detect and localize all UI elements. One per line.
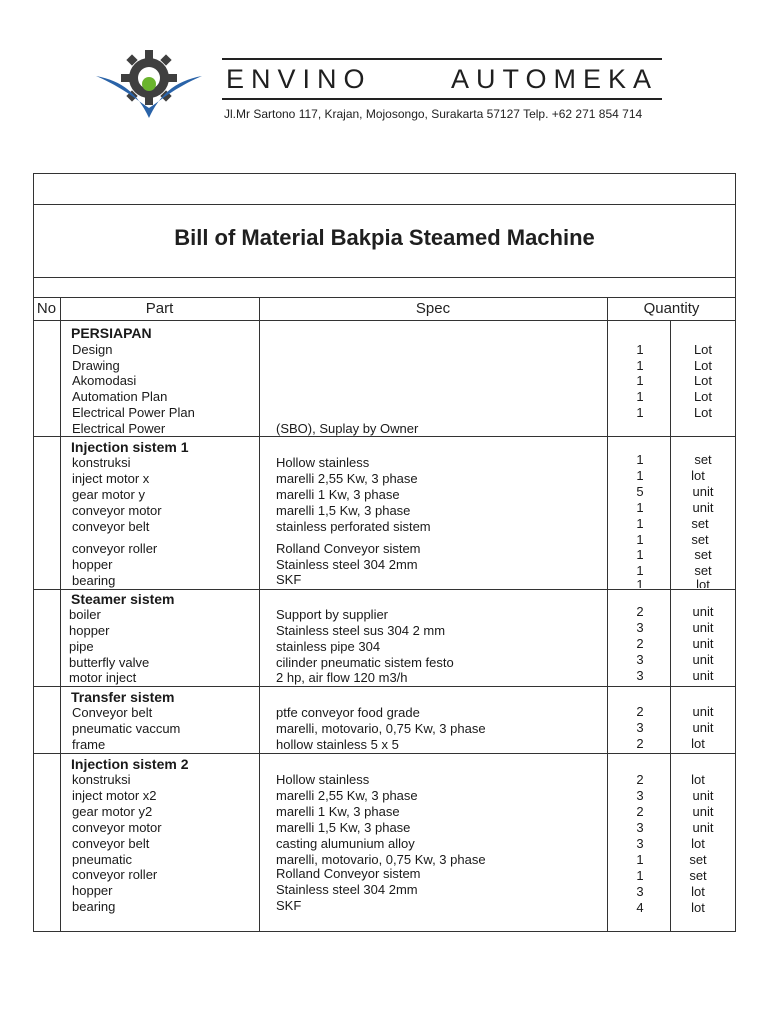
spec-cell: marelli 1 Kw, 3 phase (276, 487, 400, 502)
part-cell: hopper (69, 623, 110, 638)
header-spec: Spec (415, 300, 451, 317)
spec-cell: (SBO), Suplay by Owner (276, 421, 419, 436)
unit-cell: Lot (693, 373, 713, 388)
unit-cell: set (689, 852, 707, 867)
section-divider (33, 686, 736, 687)
unit-cell: Lot (693, 389, 713, 404)
qty-cell: 3 (636, 820, 644, 835)
unit-cell: set (694, 563, 712, 578)
qty-cell: 1 (636, 868, 644, 883)
table-rule (33, 277, 736, 278)
section-title: Injection sistem 1 (71, 439, 189, 455)
unit-cell: unit (692, 604, 714, 619)
qty-cell: 1 (636, 389, 644, 404)
company-name-bar (222, 58, 662, 100)
part-cell: motor inject (69, 670, 137, 685)
unit-cell: lot (691, 900, 705, 915)
qty-cell: 1 (636, 342, 644, 357)
section-title: Injection sistem 2 (71, 756, 189, 772)
qty-cell: 1 (636, 852, 644, 867)
qty-cell: 3 (636, 720, 644, 735)
qty-cell: 5 (636, 484, 644, 499)
part-cell: hopper (72, 883, 113, 898)
qty-cell: 3 (636, 788, 644, 803)
spec-cell: marelli 1,5 Kw, 3 phase (276, 503, 411, 518)
qty-cell: 3 (636, 668, 644, 683)
qty-cell: 1 (636, 577, 644, 588)
spec-cell: marelli, motovario, 0,75 Kw, 3 phase (276, 721, 486, 736)
part-cell: bearing (72, 899, 116, 914)
qty-cell: 1 (636, 405, 644, 420)
part-cell: butterfly valve (69, 655, 150, 670)
part-cell: boiler (69, 607, 101, 622)
company-address: Jl.Mr Sartono 117, Krajan, Mojosongo, Surakarta 57127 Telp. +62 271 854 714 (224, 107, 643, 121)
spec-cell: Stainless steel 304 2mm (276, 557, 418, 572)
part-cell: Electrical Power Plan (72, 405, 195, 420)
unit-cell: unit (692, 620, 714, 635)
column-divider (259, 297, 260, 932)
spec-cell: Rolland Conveyor sistem (276, 541, 421, 556)
spec-cell: Hollow stainless (276, 772, 370, 787)
table-rule (33, 320, 736, 321)
table-rule (33, 297, 736, 298)
part-cell: frame (72, 737, 106, 752)
spec-cell: Stainless steel sus 304 2 mm (276, 623, 446, 638)
unit-cell: set (694, 452, 712, 467)
part-cell: conveyor roller (72, 541, 158, 556)
unit-cell: set (694, 547, 712, 562)
spec-cell: marelli 2,55 Kw, 3 phase (276, 788, 418, 803)
spec-cell: marelli 1,5 Kw, 3 phase (276, 820, 411, 835)
qty-cell: 3 (636, 652, 644, 667)
unit-cell: set (691, 516, 709, 531)
part-cell: konstruksi (72, 455, 131, 470)
unit-cell: Lot (693, 405, 713, 420)
part-cell: conveyor motor (72, 503, 162, 518)
qty-cell: 1 (636, 452, 644, 467)
qty-cell: 1 (636, 532, 644, 547)
qty-cell: 2 (636, 704, 644, 719)
qty-cell: 2 (636, 736, 644, 751)
part-cell: gear motor y2 (72, 804, 153, 819)
part-cell: pneumatic vaccum (72, 721, 181, 736)
part-cell: bearing (72, 573, 116, 588)
spec-cell: Stainless steel 304 2mm (276, 882, 418, 897)
leaf-dot-icon (142, 77, 156, 91)
unit-cell: Lot (693, 358, 713, 373)
unit-cell: unit (692, 820, 714, 835)
section-title: Steamer sistem (71, 591, 175, 607)
unit-cell: unit (692, 652, 714, 667)
section-divider (33, 753, 736, 754)
unit-cell: unit (692, 788, 714, 803)
header-no: No (36, 300, 57, 317)
qty-cell: 2 (636, 604, 644, 619)
qty-cell: 1 (636, 500, 644, 515)
company-name-second: AUTOMEKA (450, 63, 658, 94)
column-divider (607, 297, 608, 932)
part-cell: Drawing (72, 358, 120, 373)
part-cell: inject motor x2 (72, 788, 157, 803)
spec-cell: cilinder pneumatic sistem festo (276, 655, 454, 670)
qty-cell: 1 (636, 358, 644, 373)
section-title: PERSIAPAN (71, 325, 152, 341)
qty-cell: 1 (636, 468, 644, 483)
qty-cell: 1 (636, 563, 644, 578)
unit-cell: unit (692, 484, 714, 499)
unit-cell: unit (692, 668, 714, 683)
qty-cell: 2 (636, 636, 644, 651)
spec-cell: stainless perforated sistem (276, 519, 431, 534)
unit-cell: lot (696, 577, 710, 588)
spec-cell: Hollow stainless (276, 455, 370, 470)
part-cell: conveyor belt (72, 836, 150, 851)
part-cell: conveyor motor (72, 820, 162, 835)
part-cell: conveyor belt (72, 519, 150, 534)
unit-cell: unit (692, 500, 714, 515)
table-rule (33, 204, 736, 205)
section-title: Transfer sistem (71, 689, 175, 705)
qty-cell: 2 (636, 772, 644, 787)
spec-cell: hollow stainless 5 x 5 (276, 737, 399, 752)
spec-cell: marelli, motovario, 0,75 Kw, 3 phase (276, 852, 486, 867)
spec-cell: casting alumunium alloy (276, 836, 415, 851)
part-cell: conveyor roller (72, 867, 158, 882)
qty-cell: 2 (636, 804, 644, 819)
unit-cell: lot (691, 468, 705, 483)
spec-cell: Support by supplier (276, 607, 389, 622)
part-cell: konstruksi (72, 772, 131, 787)
qty-cell: 1 (636, 373, 644, 388)
unit-cell: lot (691, 772, 705, 787)
spec-cell: SKF (276, 898, 302, 913)
part-cell: pneumatic (72, 852, 132, 867)
column-divider (60, 297, 61, 932)
unit-cell: unit (692, 804, 714, 819)
unit-cell: set (689, 868, 707, 883)
part-cell: inject motor x (72, 471, 150, 486)
qty-cell: 3 (636, 836, 644, 851)
spec-cell: 2 hp, air flow 120 m3/h (276, 670, 408, 685)
section-divider (33, 589, 736, 590)
qty-cell: 3 (636, 884, 644, 899)
part-cell: Akomodasi (72, 373, 137, 388)
qty-cell: 3 (636, 620, 644, 635)
company-name-first: ENVINO (226, 63, 372, 94)
header-part: Part (145, 300, 174, 317)
qty-cell: 1 (636, 547, 644, 562)
part-cell: pipe (69, 639, 94, 654)
column-divider (670, 320, 671, 932)
part-cell: Design (72, 342, 113, 357)
document-title: Bill of Material Bakpia Steamed Machine (174, 225, 595, 250)
company-logo (94, 46, 204, 124)
part-cell: hopper (72, 557, 113, 572)
header-quantity: Quantity (643, 300, 700, 317)
qty-cell: 1 (636, 516, 644, 531)
unit-cell: lot (691, 836, 705, 851)
spec-cell: marelli 2,55 Kw, 3 phase (276, 471, 418, 486)
part-cell: Electrical Power (72, 421, 166, 436)
qty-cell: 4 (636, 900, 644, 915)
spec-cell: SKF (276, 572, 302, 587)
part-cell: Conveyor belt (72, 705, 153, 720)
unit-cell: unit (692, 720, 714, 735)
unit-cell: set (691, 532, 709, 547)
spec-cell: marelli 1 Kw, 3 phase (276, 804, 400, 819)
part-cell: gear motor y (72, 487, 145, 502)
unit-cell: unit (692, 704, 714, 719)
unit-cell: lot (691, 884, 705, 899)
unit-cell: Lot (693, 342, 713, 357)
spec-cell: stainless pipe 304 (276, 639, 381, 654)
spec-cell: Rolland Conveyor sistem (276, 866, 421, 881)
part-cell: Automation Plan (72, 389, 168, 404)
unit-cell: unit (692, 636, 714, 651)
spec-cell: ptfe conveyor food grade (276, 705, 420, 720)
unit-cell: lot (691, 736, 705, 751)
